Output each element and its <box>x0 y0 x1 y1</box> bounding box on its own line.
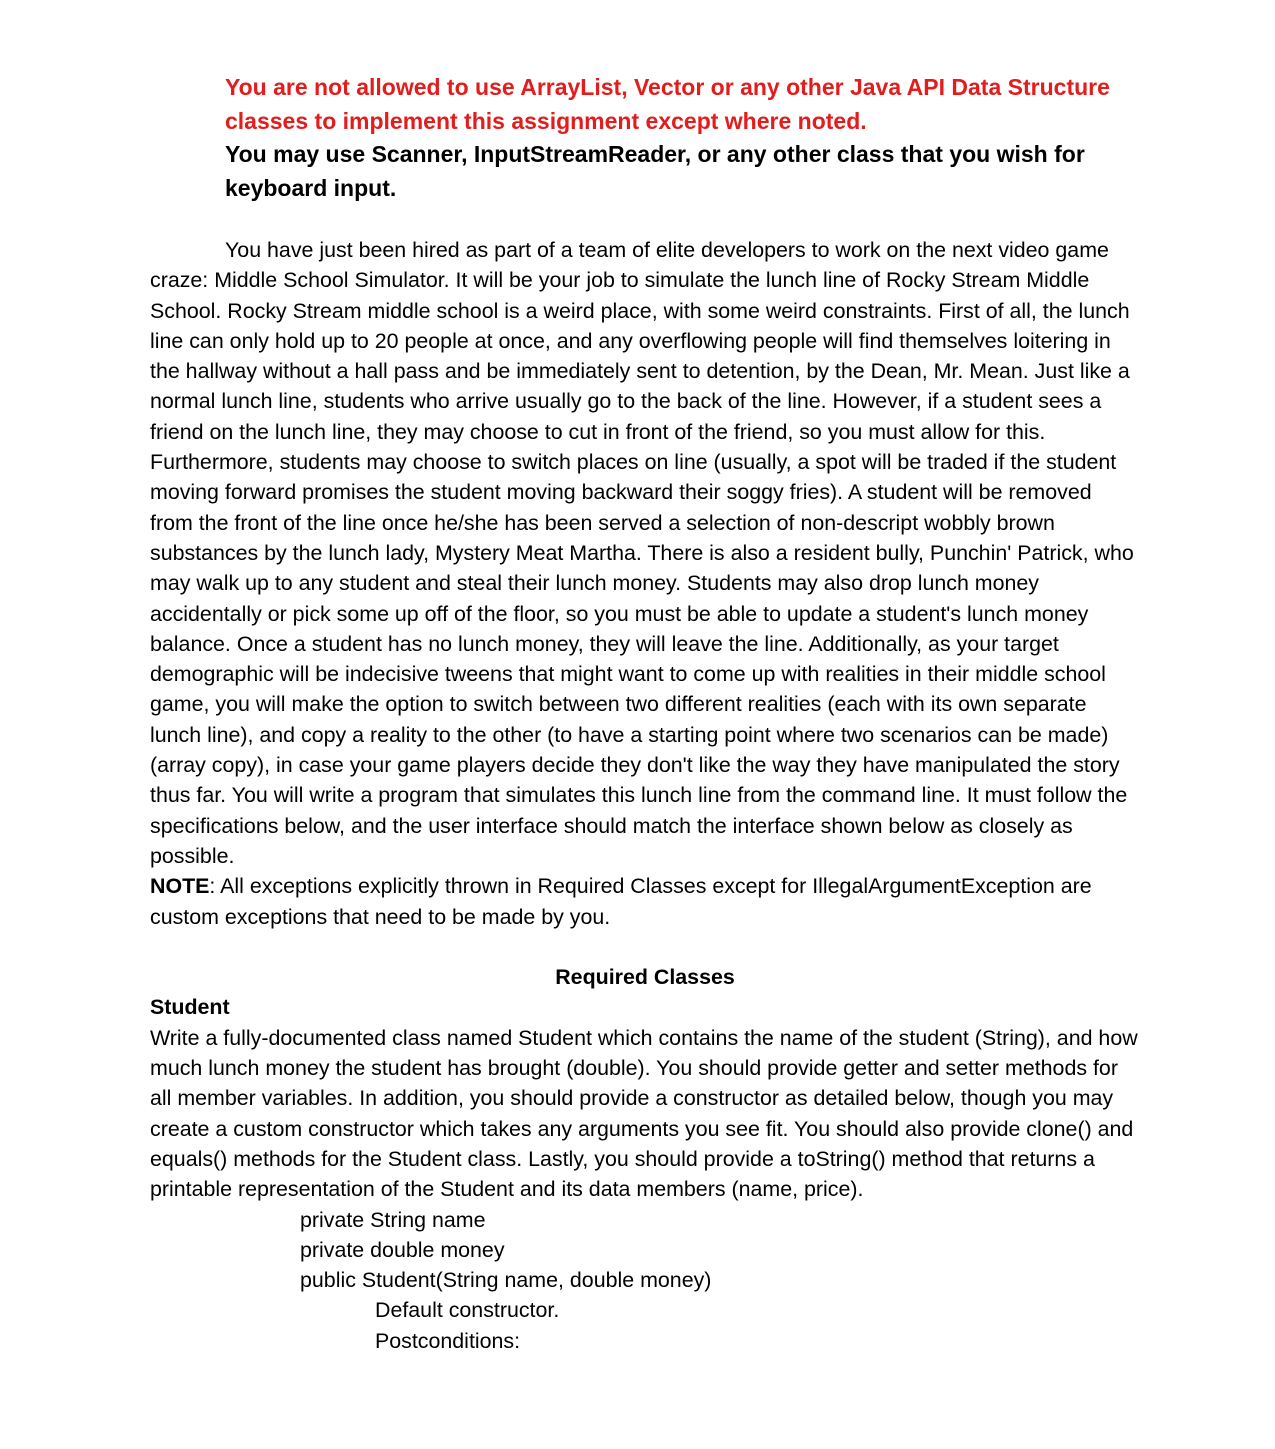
assignment-notice <box>225 71 1145 205</box>
note-paragraph <box>150 871 1140 932</box>
postconditions-label: Postconditions: <box>375 1328 521 1353</box>
constructor-description: Default constructor. <box>375 1298 560 1323</box>
note-label: NOTE <box>150 874 210 899</box>
document-body <box>150 235 1140 1356</box>
member-name-field: private String name <box>300 1207 486 1232</box>
note-text: : All exceptions explicitly thrown in Required Classes except for IllegalArgumentException are custom exceptions that need to be made by you. <box>150 874 1092 929</box>
required-classes-heading: Required Classes <box>555 965 735 990</box>
member-constructor: public Student(String name, double money) <box>300 1268 712 1293</box>
student-class-heading: Student <box>150 995 230 1020</box>
student-class-description: Write a fully-documented class named Student which contains the name of the student (String), and how much lunch money the student has brought (double). You should provide getter and setter methods for all member variables. In addition, you should provide a constructor as detailed below, though you may create a custom constructor which takes any arguments you see fit. You should also provide clone() and equals() methods for the Student class. Lastly, you should provide a toString() method that returns a printable representation of the Student and its data members (name, price). <box>150 1025 1138 1202</box>
spacer <box>150 932 1140 962</box>
member-money-field: private double money <box>300 1237 505 1262</box>
intro-paragraph: You have just been hired as part of a team of elite developers to work on the next video game craze: Middle School Simulator. It will be your job to simulate the lunch line of Rocky Stream Middle School. Rocky Stream middle school is a weird place, with some weird constraints. First of all, the lunch line can only hold up to 20 people at once, and any overflowing people will find themselves loitering in the hallway without a hall pass and be immediately sent to detention, by the Dean, Mr. Mean. Just like a normal lunch line, students who arrive usually go to the back of the line. However, if a student sees a friend on the lunch line, they may choose to cut in front of the friend, so you must allow for this. Furthermore, students may choose to switch places on line (usually, a spot will be traded if the student moving forward promises the student moving backward their soggy fries). A student will be removed from the front of the line once he/she has been served a selection of non-descript wobbly brown substances by the lunch lady, Mystery Meat Martha. There is also a resident bully, Punchin' Patrick, who may walk up to any student and steal their lunch money. Students may also drop lunch money accidentally or pick some up off of the floor, so you must be able to update a student's lunch money balance. Once a student has no lunch money, they will leave the line. Additionally, as your target demographic will be indecisive tweens that might want to come up with realities in their middle school game, you will make the option to switch between two different realities (each with its own separate lunch line), and copy a reality to the other (to have a starting point where two scenarios can be made) (array copy), in case your game players decide they don't like the way they have manipulated the story thus far. You will write a program that simulates this lunch line from the command line. It must follow the specifications below, and the user interface should match the interface shown below as closely as possible. <box>150 238 1134 868</box>
restriction-notice: You are not allowed to use ArrayList, Vector or any other Java API Data Structure classes to implement this assignment except where noted. <box>225 74 1110 134</box>
input-notice: You may use Scanner, InputStreamReader, or any other class that you wish for keyboard input. <box>225 141 1085 201</box>
